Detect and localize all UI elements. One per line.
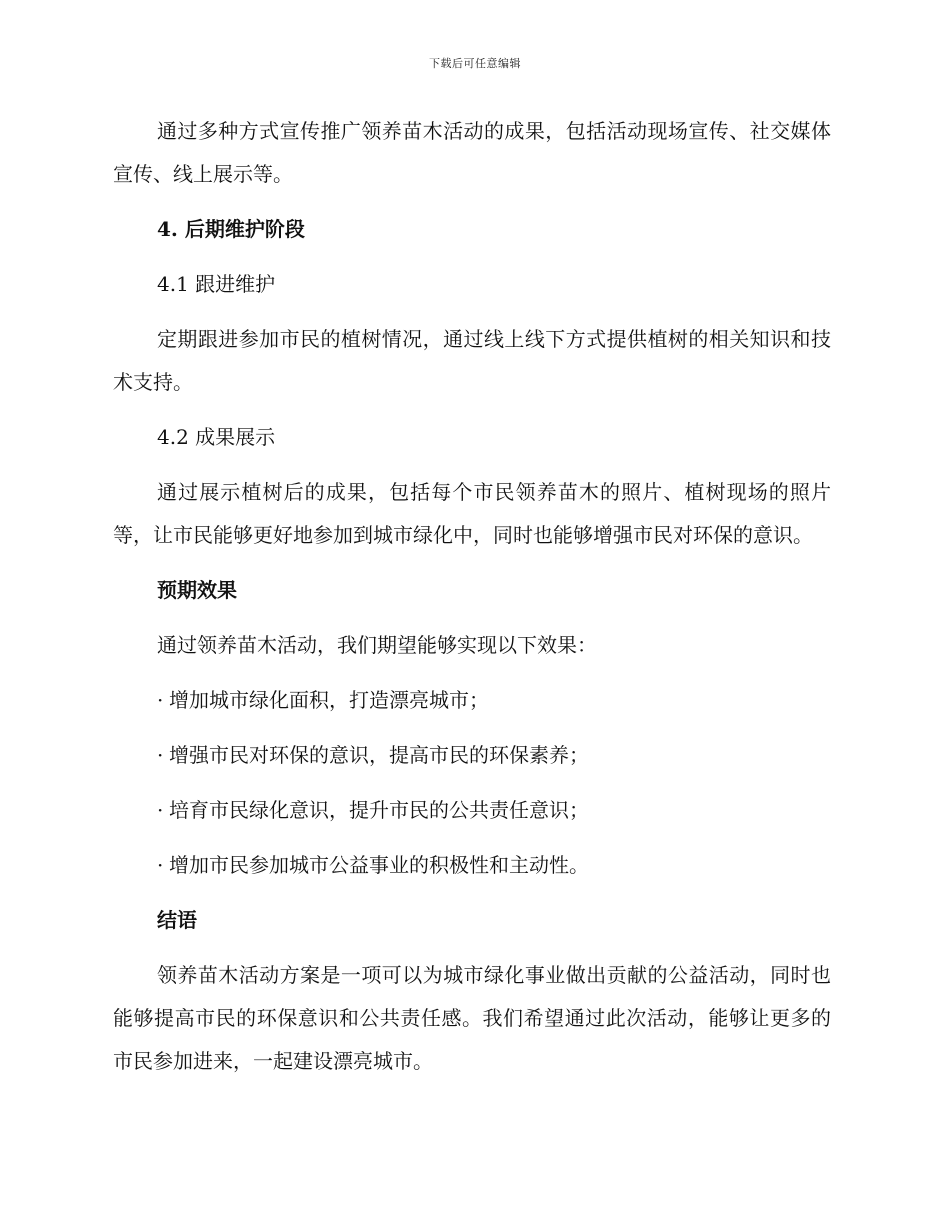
bullet-marker: · [157,853,164,877]
paragraph-results-display: 通过展示植树后的成果，包括每个市民领养苗木的照片、植树现场的照片等，让市民能够更好地参加到城市绿化中，同时也能够增强市民对环保的意识。 [113,480,831,547]
bullet-text: 增加城市绿化面积，打造漂亮城市； [169,688,489,712]
paragraph-follow-up: 定期跟进参加市民的植树情况，通过线上线下方式提供植树的相关知识和技术支持。 [113,327,831,394]
bullet-item [157,844,831,887]
bullet-item [157,679,831,722]
bullet-text: 增强市民对环保的意识，提高市民的环保素养； [169,743,589,767]
heading-phase-4: 4. 后期维护阶段 [157,217,305,241]
paragraph-promotion: 通过多种方式宣传推广领养苗木活动的成果，包括活动现场宣传、社交媒体宣传、线上展示等。 [113,119,831,186]
bullet-marker: · [157,743,164,767]
bullet-marker: · [157,798,164,822]
bullet-item [157,789,831,832]
bullet-text: 增加市民参加城市公益事业的积极性和主动性。 [169,853,589,877]
subheading-4-1: 4.1 跟进维护 [157,272,276,296]
paragraph-expected-intro: 通过领养苗木活动，我们期望能够实现以下效果： [157,633,597,657]
document-body [113,110,831,1095]
subheading-4-2: 4.2 成果展示 [157,425,276,449]
bullet-item [157,734,831,777]
heading-conclusion: 结语 [157,908,197,932]
heading-expected-effects: 预期效果 [157,578,237,602]
bullet-text: 培育市民绿化意识，提升市民的公共责任意识； [169,798,589,822]
bullet-marker: · [157,688,164,712]
page-header-note: 下载后可任意编辑 [429,57,521,70]
paragraph-conclusion: 领养苗木活动方案是一项可以为城市绿化事业做出贡献的公益活动，同时也能够提高市民的环保意识和公共责任感。我们希望通过此次活动，能够让更多的市民参加进来，一起建设漂亮城市。 [113,963,831,1073]
